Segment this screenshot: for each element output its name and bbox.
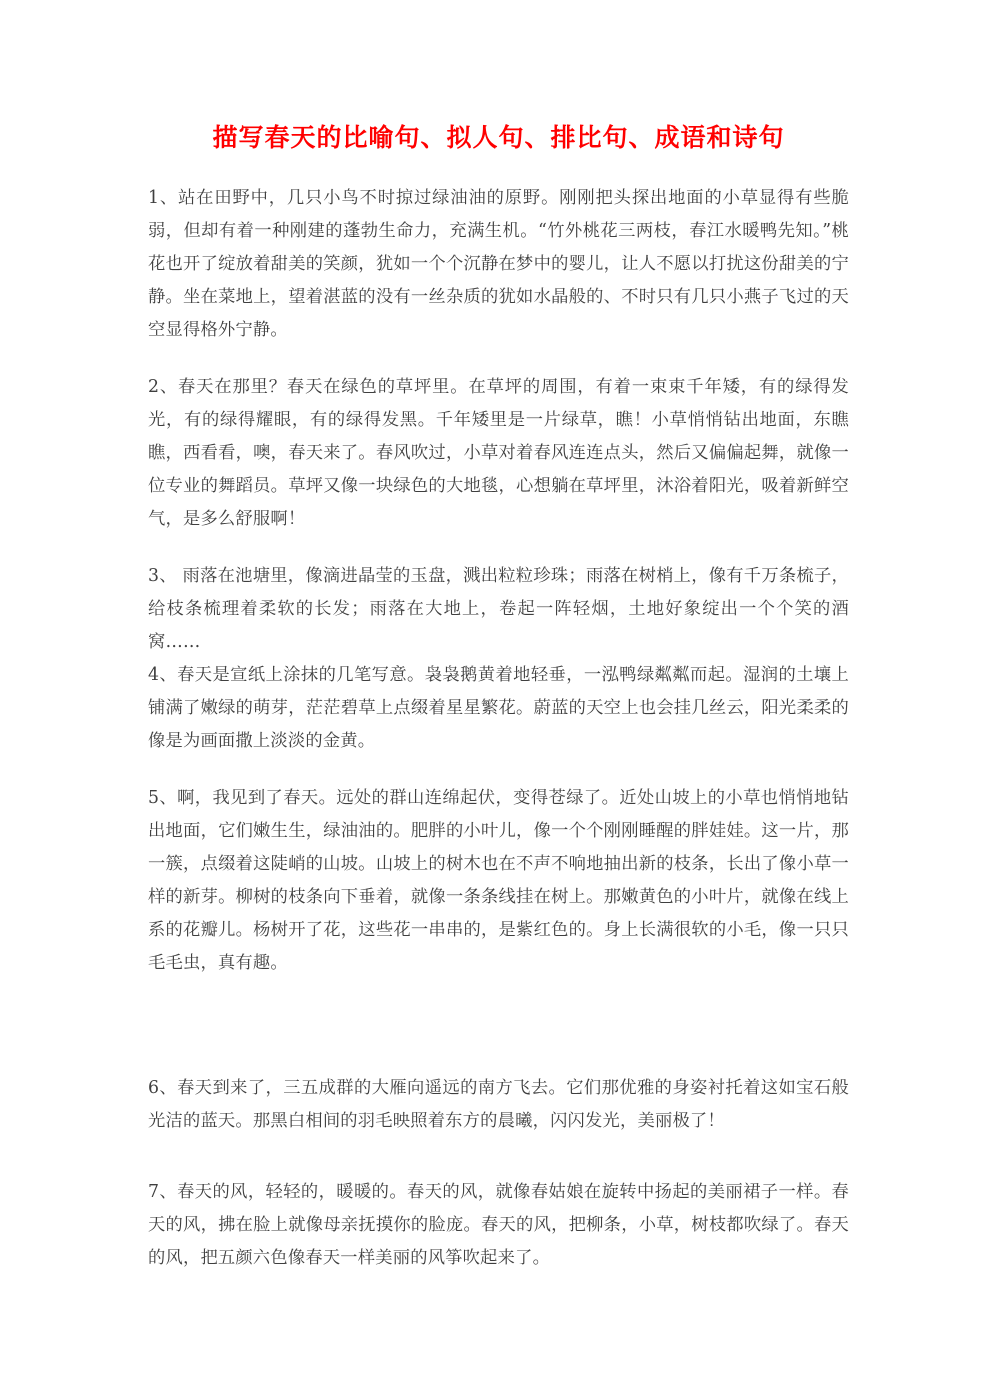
paragraph-4: 4、春天是宣纸上涂抹的几笔写意。袅袅鹅黄着地轻垂，一泓鸭绿粼粼而起。湿润的土壤上铺满了嫩绿的萌芽，茫茫碧草上点缀着星星繁花。蔚蓝的天空上也会挂几丝云，阳光柔柔的像是为画面撒上淡淡的金黄。 (148, 665, 849, 751)
page-title: 描写春天的比喻句、拟人句、排比句、成语和诗句 (212, 123, 785, 152)
paragraph-3: 3、 雨落在池塘里，像滴进晶莹的玉盘，溅出粒粒珍珠；雨落在树梢上，像有千万条梳子，给枝条梳理着柔软的长发；雨落在大地上，卷起一阵轻烟，土地好象绽出一个个笑的酒窝…… (148, 566, 849, 652)
paragraph-2: 2、春天在那里？春天在绿色的草坪里。在草坪的周围，有着一束束千年矮，有的绿得发光，有的绿得耀眼，有的绿得发黑。千年矮里是一片绿草，瞧！小草悄悄钻出地面，东瞧瞧，西看看，噢，春天来了。春风吹过，小草对着春风连连点头，然后又偏偏起舞，就像一位专业的舞蹈员。草坪又像一块绿色的大地毯，心想躺在草坪里，沐浴着阳光，吸着新鲜空气，是多么舒服啊！ (148, 377, 849, 529)
paragraph-6: 6、春天到来了，三五成群的大雁向遥远的南方飞去。它们那优雅的身姿衬托着这如宝石般光洁的蓝天。那黑白相间的羽毛映照着东方的晨曦，闪闪发光，美丽极了！ (148, 1078, 849, 1131)
paragraph-1: 1、站在田野中，几只小鸟不时掠过绿油油的原野。刚刚把头探出地面的小草显得有些脆弱，但却有着一种刚建的蓬勃生命力，充满生机。“竹外桃花三两枝，春江水暖鸭先知。”桃花也开了绽放着甜美的笑颜，犹如一个个沉静在梦中的婴儿，让人不愿以打扰这份甜美的宁静。坐在菜地上，望着湛蓝的没有一丝杂质的犹如水晶般的、不时只有几只小燕子飞过的天空显得格外宁静。 (148, 188, 849, 340)
paragraph-7: 7、春天的风，轻轻的，暖暖的。春天的风，就像春姑娘在旋转中扬起的美丽裙子一样。春天的风，拂在脸上就像母亲抚摸你的脸庞。春天的风，把柳条，小草，树枝都吹绿了。春天的风，把五颜六色像春天一样美丽的风筝吹起来了。 (148, 1182, 849, 1268)
paragraph-list (148, 182, 849, 1275)
paragraph-5: 5、啊，我见到了春天。远处的群山连绵起伏，变得苍绿了。近处山坡上的小草也悄悄地钻出地面，它们嫩生生，绿油油的。肥胖的小叶儿，像一个个刚刚睡醒的胖娃娃。这一片，那一簇，点缀着这陡峭的山坡。山坡上的树木也在不声不响地抽出新的枝条，长出了像小草一样的新芽。柳树的枝条向下垂着，就像一条条线挂在树上。那嫩黄色的小叶片，就像在线上系的花瓣儿。杨树开了花，这些花一串串的，是紫红色的。身上长满很软的小毛，像一只只毛毛虫，真有趣。 (148, 788, 849, 973)
